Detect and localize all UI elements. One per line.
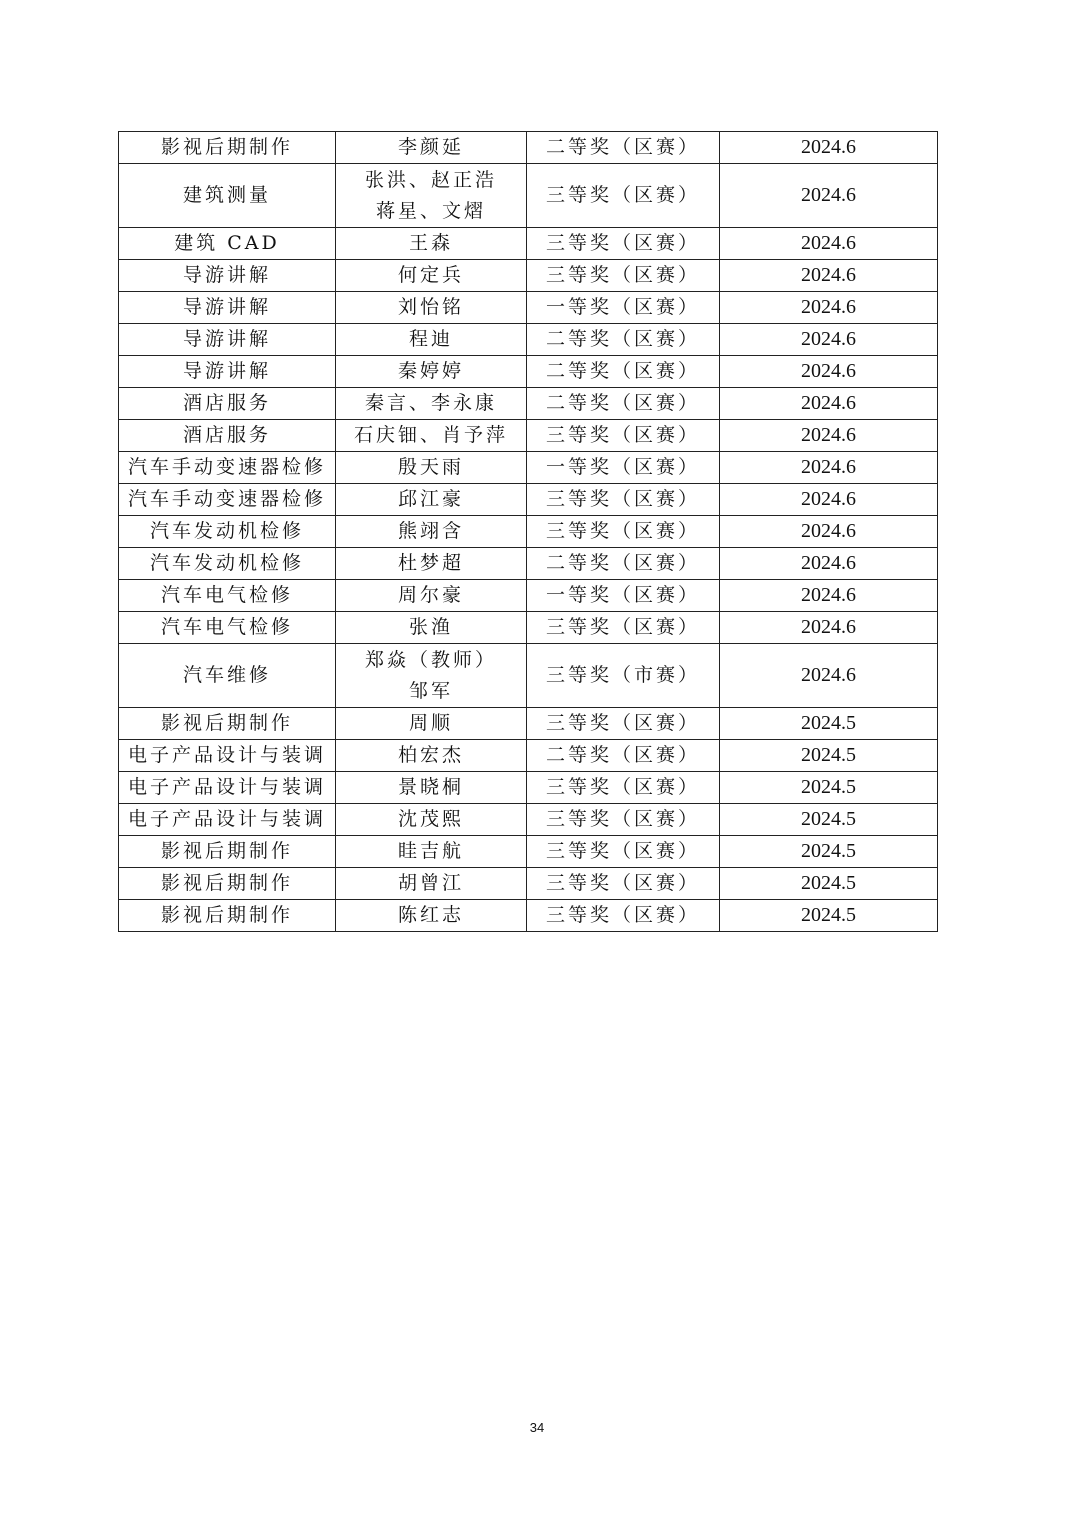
event-cell: 汽车发动机检修 bbox=[119, 516, 336, 548]
event-cell: 电子产品设计与装调 bbox=[119, 740, 336, 772]
table-row bbox=[119, 388, 938, 420]
participant-name: 柏宏杰 bbox=[397, 744, 464, 766]
participant-cell bbox=[336, 644, 527, 708]
event-cell: 影视后期制作 bbox=[119, 868, 336, 900]
participant-name: 王森 bbox=[408, 232, 453, 254]
table-row bbox=[119, 772, 938, 804]
event-cell: 导游讲解 bbox=[119, 356, 336, 388]
table-row bbox=[119, 740, 938, 772]
date-cell: 2024.5 bbox=[720, 868, 938, 900]
event-cell: 建筑 CAD bbox=[119, 228, 336, 260]
participant-cell bbox=[336, 260, 527, 292]
date-cell: 2024.6 bbox=[720, 292, 938, 324]
date-cell: 2024.5 bbox=[720, 836, 938, 868]
table-row bbox=[119, 644, 938, 708]
date-cell: 2024.5 bbox=[720, 708, 938, 740]
participant-cell bbox=[336, 420, 527, 452]
event-cell: 汽车维修 bbox=[119, 644, 336, 708]
table-row bbox=[119, 580, 938, 612]
event-cell: 汽车发动机检修 bbox=[119, 548, 336, 580]
award-cell: 三等奖（区赛） bbox=[527, 484, 720, 516]
participant-name: 郑焱（教师） bbox=[364, 648, 497, 671]
table-row bbox=[119, 324, 938, 356]
event-cell: 汽车电气检修 bbox=[119, 580, 336, 612]
event-cell: 导游讲解 bbox=[119, 260, 336, 292]
date-cell: 2024.6 bbox=[720, 452, 938, 484]
participant-cell bbox=[336, 132, 527, 164]
participant-cell bbox=[336, 356, 527, 388]
table-row bbox=[119, 228, 938, 260]
participant-name: 张渔 bbox=[408, 616, 453, 638]
table-row bbox=[119, 452, 938, 484]
date-cell: 2024.5 bbox=[720, 804, 938, 836]
date-cell: 2024.6 bbox=[720, 516, 938, 548]
participant-name: 秦言、李永康 bbox=[364, 392, 497, 414]
participant-cell bbox=[336, 388, 527, 420]
participant-cell bbox=[336, 452, 527, 484]
event-cell: 影视后期制作 bbox=[119, 900, 336, 932]
date-cell: 2024.6 bbox=[720, 644, 938, 708]
participant-name: 程迪 bbox=[408, 328, 453, 350]
table-row bbox=[119, 900, 938, 932]
award-cell: 三等奖（区赛） bbox=[527, 900, 720, 932]
award-cell: 二等奖（区赛） bbox=[527, 740, 720, 772]
date-cell: 2024.5 bbox=[720, 740, 938, 772]
award-cell: 三等奖（区赛） bbox=[527, 164, 720, 228]
participant-name: 邹军 bbox=[408, 679, 453, 702]
participant-name: 何定兵 bbox=[397, 264, 464, 286]
participant-name: 秦婷婷 bbox=[397, 360, 464, 382]
event-cell: 电子产品设计与装调 bbox=[119, 772, 336, 804]
participant-cell bbox=[336, 548, 527, 580]
participant-name: 殷天雨 bbox=[397, 456, 464, 478]
participant-cell bbox=[336, 292, 527, 324]
participant-name: 熊翊含 bbox=[397, 520, 464, 542]
participant-name: 石庆钿、肖予萍 bbox=[353, 424, 508, 446]
date-cell: 2024.6 bbox=[720, 132, 938, 164]
event-cell: 导游讲解 bbox=[119, 324, 336, 356]
event-cell: 汽车电气检修 bbox=[119, 612, 336, 644]
participant-name: 景晓桐 bbox=[397, 776, 464, 798]
date-cell: 2024.6 bbox=[720, 580, 938, 612]
event-cell: 影视后期制作 bbox=[119, 708, 336, 740]
participant-name: 眭吉航 bbox=[397, 840, 464, 862]
participant-cell bbox=[336, 164, 527, 228]
date-cell: 2024.6 bbox=[720, 228, 938, 260]
award-table-body bbox=[119, 132, 938, 932]
date-cell: 2024.6 bbox=[720, 260, 938, 292]
award-cell: 三等奖（区赛） bbox=[527, 260, 720, 292]
award-cell: 一等奖（区赛） bbox=[527, 292, 720, 324]
date-cell: 2024.6 bbox=[720, 612, 938, 644]
event-cell: 导游讲解 bbox=[119, 292, 336, 324]
participant-name: 张洪、赵正浩 bbox=[364, 168, 497, 191]
table-row bbox=[119, 260, 938, 292]
participant-cell bbox=[336, 324, 527, 356]
award-cell: 三等奖（区赛） bbox=[527, 868, 720, 900]
participant-cell bbox=[336, 804, 527, 836]
participant-name: 陈红志 bbox=[397, 904, 464, 926]
award-cell: 三等奖（区赛） bbox=[527, 708, 720, 740]
award-cell: 一等奖（区赛） bbox=[527, 452, 720, 484]
award-cell: 三等奖（市赛） bbox=[527, 644, 720, 708]
award-cell: 二等奖（区赛） bbox=[527, 388, 720, 420]
participant-name: 蒋星、文熠 bbox=[375, 199, 486, 222]
table-row bbox=[119, 612, 938, 644]
award-cell: 三等奖（区赛） bbox=[527, 612, 720, 644]
table-row bbox=[119, 868, 938, 900]
participant-name: 胡曾江 bbox=[397, 872, 464, 894]
event-cell: 酒店服务 bbox=[119, 388, 336, 420]
participant-name: 周尔豪 bbox=[397, 584, 464, 606]
participant-name: 周顺 bbox=[408, 712, 453, 734]
table-row bbox=[119, 164, 938, 228]
table-row bbox=[119, 132, 938, 164]
date-cell: 2024.6 bbox=[720, 388, 938, 420]
date-cell: 2024.5 bbox=[720, 772, 938, 804]
award-cell: 三等奖（区赛） bbox=[527, 836, 720, 868]
table-row bbox=[119, 420, 938, 452]
table-row bbox=[119, 484, 938, 516]
participant-name: 沈茂熙 bbox=[397, 808, 464, 830]
participant-name: 刘怡铭 bbox=[397, 296, 464, 318]
date-cell: 2024.6 bbox=[720, 484, 938, 516]
table-row bbox=[119, 292, 938, 324]
award-cell: 二等奖（区赛） bbox=[527, 324, 720, 356]
event-cell: 电子产品设计与装调 bbox=[119, 804, 336, 836]
participant-cell bbox=[336, 772, 527, 804]
participant-cell bbox=[336, 836, 527, 868]
event-cell: 酒店服务 bbox=[119, 420, 336, 452]
table-row bbox=[119, 548, 938, 580]
table-row bbox=[119, 708, 938, 740]
participant-name: 杜梦超 bbox=[397, 552, 464, 574]
award-table bbox=[118, 131, 938, 932]
participant-name: 李颜延 bbox=[397, 136, 464, 158]
table-row bbox=[119, 804, 938, 836]
award-cell: 二等奖（区赛） bbox=[527, 356, 720, 388]
participant-cell bbox=[336, 740, 527, 772]
participant-cell bbox=[336, 900, 527, 932]
date-cell: 2024.5 bbox=[720, 900, 938, 932]
date-cell: 2024.6 bbox=[720, 324, 938, 356]
award-cell: 三等奖（区赛） bbox=[527, 228, 720, 260]
table-row bbox=[119, 516, 938, 548]
award-cell: 二等奖（区赛） bbox=[527, 548, 720, 580]
event-cell: 影视后期制作 bbox=[119, 836, 336, 868]
table-row bbox=[119, 836, 938, 868]
participant-cell bbox=[336, 612, 527, 644]
event-cell: 汽车手动变速器检修 bbox=[119, 484, 336, 516]
participant-cell bbox=[336, 708, 527, 740]
award-cell: 三等奖（区赛） bbox=[527, 804, 720, 836]
date-cell: 2024.6 bbox=[720, 420, 938, 452]
event-cell: 汽车手动变速器检修 bbox=[119, 452, 336, 484]
participant-name: 邱江豪 bbox=[397, 488, 464, 510]
event-cell: 影视后期制作 bbox=[119, 132, 336, 164]
date-cell: 2024.6 bbox=[720, 164, 938, 228]
award-cell: 三等奖（区赛） bbox=[527, 516, 720, 548]
award-cell: 三等奖（区赛） bbox=[527, 420, 720, 452]
table-row bbox=[119, 356, 938, 388]
date-cell: 2024.6 bbox=[720, 356, 938, 388]
award-cell: 二等奖（区赛） bbox=[527, 132, 720, 164]
participant-cell bbox=[336, 516, 527, 548]
participant-cell bbox=[336, 484, 527, 516]
award-cell: 三等奖（区赛） bbox=[527, 772, 720, 804]
participant-cell bbox=[336, 228, 527, 260]
event-cell: 建筑测量 bbox=[119, 164, 336, 228]
award-cell: 一等奖（区赛） bbox=[527, 580, 720, 612]
page-number: 34 bbox=[529, 1420, 545, 1435]
date-cell: 2024.6 bbox=[720, 548, 938, 580]
participant-cell bbox=[336, 580, 527, 612]
participant-cell bbox=[336, 868, 527, 900]
